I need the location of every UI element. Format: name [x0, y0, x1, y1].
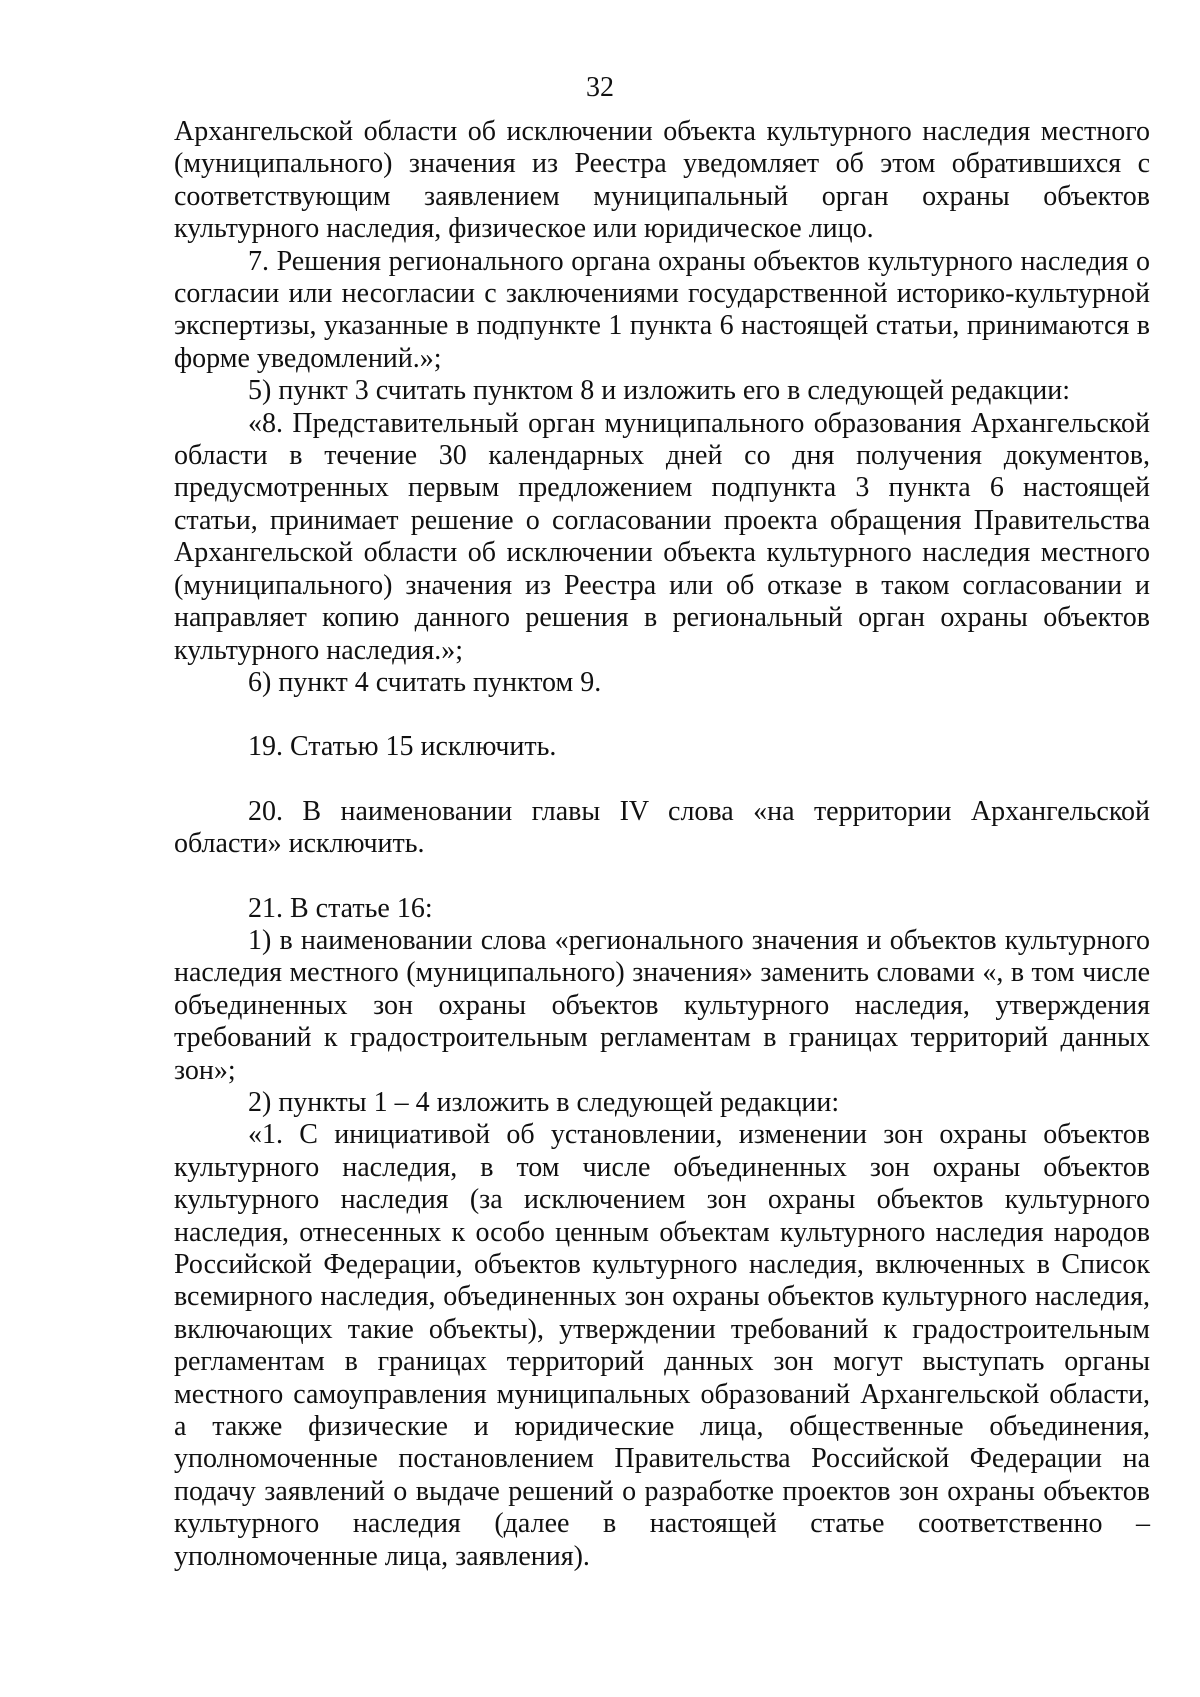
paragraph-item-7: 7. Решения регионального органа охраны объектов культурного наследия о согласии или несогласии с заключениями государственной историко-культурной экспертизы, указанные в подпункте 1 пункта 6 настоящей статьи, принимаются в форме уведомлений.»; [174, 245, 1150, 374]
paragraph-subitem-2: 2) пункты 1 – 4 изложить в следующей редакции: [248, 1086, 840, 1118]
paragraph-subitem-6: 6) пункт 4 считать пунктом 9. [248, 666, 602, 698]
paragraph-point-21: 21. В статье 16: [248, 892, 433, 924]
page-number: 32 [586, 72, 614, 103]
paragraph-subitem-1: 1) в наименовании слова «регионального значения и объектов культурного наследия местного (муниципального) значения» заменить словами «, в том числе объединенных зон охраны объектов культурного наследия, утверждения требований к градостроительным регламентам в границах территорий данных зон»; [174, 924, 1150, 1086]
paragraph-continuation: Архангельской области об исключении объекта культурного наследия местного (муниципального) значения из Реестра уведомляет об этом обратившихся с соответствующим заявлением муниципальный орган охраны объектов культурного наследия, физическое или юридическое лицо. [174, 116, 1150, 245]
paragraph-point-19: 19. Статью 15 исключить. [248, 731, 557, 763]
paragraph-subitem-5: 5) пункт 3 считать пунктом 8 и изложить его в следующей редакции: [248, 375, 1070, 407]
paragraph-item-8: «8. Представительный орган муниципального образования Архангельской области в течение 30 календарных дней со дня получения документов, предусмотренных первым предложением подпункта 3 пункта 6 настоящей статьи, принимает решение о согласовании проекта обращения Правительства Архангельской области об исключении объекта культурного наследия местного (муниципального) значения из Реестра или об отказе в таком согласовании и направляет копию данного решения в региональный орган охраны объектов культурного наследия.»; [174, 407, 1150, 666]
paragraph-new-item-1: «1. С инициативой об установлении, изменении зон охраны объектов культурного наследия, в том числе объединенных зон охраны объектов культурного наследия (за исключением зон охраны объектов культурного наследия, отнесенных к особо ценным объектам культурного наследия народов Российской Федерации, объектов культурного наследия, включенных в Список всемирного наследия, объединенных зон охраны объектов культурного наследия, включающих такие объекты), утверждении требований к градостроительным регламентам в границах территорий данных зон могут выступать органы местного самоуправления муниципальных образований Архангельской области, а также физические и юридические лица, общественные объединения, уполномоченные постановлением Правительства Российской Федерации на подачу заявлений о выдаче решений о разработке проектов зон охраны объектов культурного наследия (далее в настоящей статье соответственно – уполномоченные лица, заявления). [174, 1119, 1150, 1572]
paragraph-point-20: 20. В наименовании главы IV слова «на территории Архангельской области» исключить. [174, 795, 1150, 860]
document-body [174, 116, 1150, 1573]
